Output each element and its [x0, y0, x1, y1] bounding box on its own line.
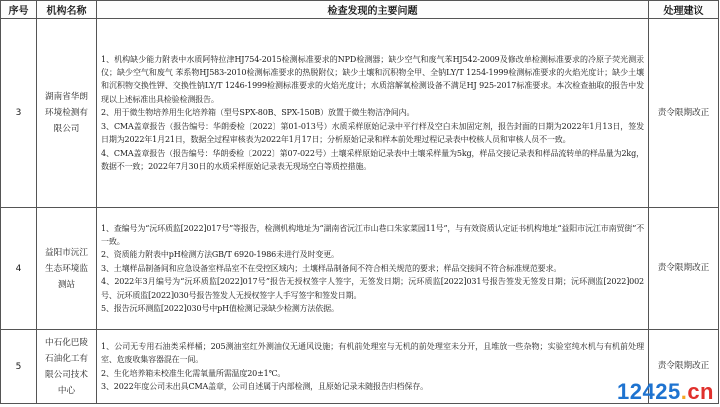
- row-org: 湖南省华朗环境检测有限公司: [37, 19, 97, 208]
- watermark-suffix: cn: [687, 379, 714, 404]
- row-seq: 5: [1, 330, 37, 404]
- watermark-digits: 12425: [617, 379, 681, 404]
- row-seq: 4: [1, 208, 37, 330]
- row-issues: [97, 208, 649, 330]
- header-row: [1, 1, 719, 19]
- header-advice: 处理建议: [649, 1, 719, 19]
- issue-item: 3、2022年度公司未出具CMA盖章，公司自述属于内部检测，且原始记录未随报告归档保存。: [101, 381, 428, 391]
- issue-item: 4、2022年3月编号为“沅环质监[2022]017号”报告无授权签字人签字，无签发日期；沅环质监[2022]031号报告签发无签发日期；沅环测监[2022]002号、沅环质监[2022]030号报告签发人无授权签字人手写签字和签发日期。: [101, 277, 644, 300]
- issue-item: 1、公司无专用石油类采样桶；205测油室红外测油仪无通风设施；有机前处理室与无机的前处理室未分开，且堆放一些杂物；实验室纯水机与有机前处理室、危废收集容器混在一间。: [101, 341, 644, 365]
- issue-item: 3、CMA盖章报告（报告编号：华朗委检〔2022〕第01-013号）水质采样原始记录中平行样及空白未加固定剂，报告封面的日期为2022年1月13日，签发日期为2022年1月21日，数据全过程审核表为2022年1月17日；分析原始记录和样本前处理过程记录表中校核人员和审核人员不一致。: [101, 121, 644, 145]
- row-issues: [97, 19, 649, 208]
- row-org: 中石化巴陵石油化工有限公司技术中心: [37, 330, 97, 404]
- issue-item: 1、查编号为“沅环质监[2022]017号”等报告，检测机构地址为“湖南省沅江市山巷口朱家菜园11号”，与有效资质认定证书机构地址“益阳市沅江市南贸街”不一致。: [101, 223, 644, 246]
- row-org: 益阳市沅江生态环境监测站: [37, 208, 97, 330]
- header-seq: 序号: [1, 1, 37, 19]
- issue-item: 4、CMA盖章报告（报告编号：华朗委检〔2022〕第07-022号）土壤采样原始记录表中土壤采样量为5kg，样品交接记录表和样品流转单的样品量为2kg，数据不一致；2022年7月30日的水质采样原始记录表无现场空白等质控措施。: [101, 148, 644, 171]
- issue-item: 2、生化培养箱未校准生化需氧量所需温度20±1℃。: [101, 368, 286, 378]
- watermark-dot: .: [680, 379, 688, 404]
- issue-item: 2、用于微生物培养用生化培养箱（型号SPX-80B、SPX-150B）放置于微生物洁净间内。: [101, 108, 415, 118]
- row-issues: [97, 330, 649, 404]
- row-advice: 责令限期改正: [649, 330, 719, 404]
- header-issues: 检查发现的主要问题: [97, 1, 649, 19]
- header-org: 机构名称: [37, 1, 97, 19]
- issue-item: 5、报告沅环测监[2022]030号中pH值检测记录缺少检测方法依据。: [101, 304, 339, 314]
- issue-item: 2、资质能力附表中pH检测方法GB/T 6920-1986未进行及时变更。: [101, 250, 339, 260]
- row-advice: 责令限期改正: [649, 208, 719, 330]
- site-watermark-logo: [617, 379, 714, 405]
- issue-item: 1、机构缺少能力附表中水质阿特拉津HJ754-2015检测标准要求的NPD检测器；缺少空气和废气苯HJ542-2009及修改单检测标准要求的冷原子荧光测汞仪；缺少空气和废气 苯系物HJ583-2010检测标准要求的热脱附仪；缺少土壤和沉积物全甲、全钠LY/T 1254-1999检测标准要求的火焰光度计；缺少土壤和沉积物交换性钾、交换性钠LY/T 1246-1999检测标准要求的火焰光度计；水质溶解氧检测设备不满足HJ 925-2017标准要求。本次检查抽取的报告中发现以上述标准出具检验检测报告。: [101, 54, 644, 104]
- row-advice: 责令限期改正: [649, 19, 719, 208]
- table-row: [1, 330, 719, 404]
- table-header: [1, 1, 719, 19]
- issue-item: 3、土壤样品制备间和应急设备室样品室不在受控区域内；土壤样品制备间不符合相关规范的要求；样品交接间不符合标准规范要求。: [101, 263, 562, 273]
- table-row: [1, 19, 719, 208]
- row-seq: 3: [1, 19, 37, 208]
- table-row: [1, 208, 719, 330]
